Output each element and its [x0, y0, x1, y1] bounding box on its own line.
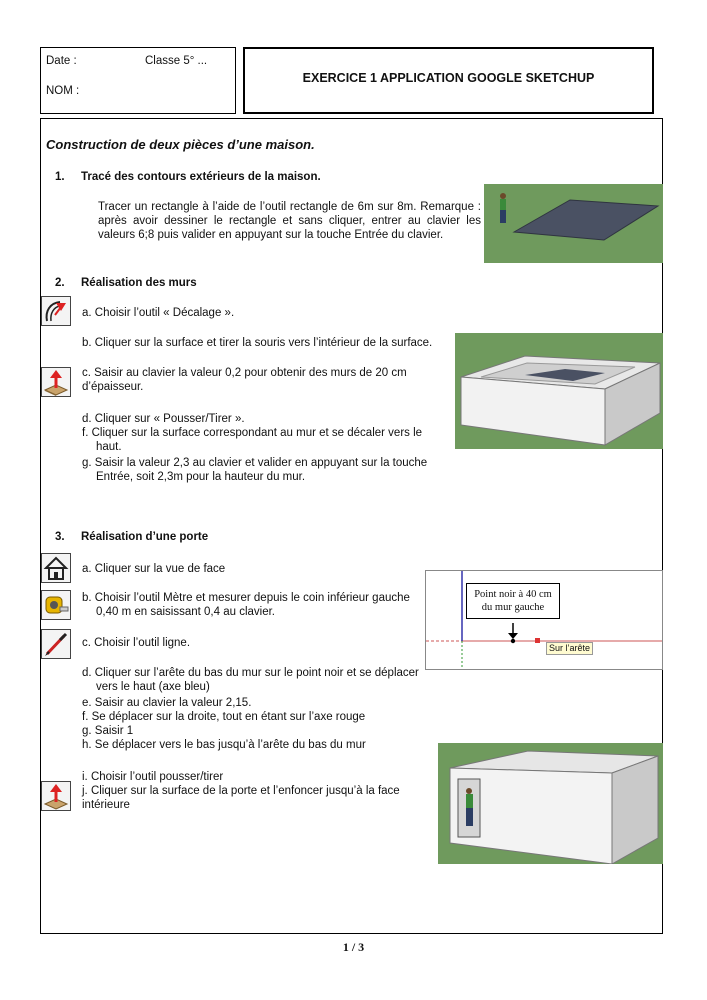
image-walls [455, 333, 663, 449]
image-rectangle [484, 184, 663, 263]
page-number: 1 / 3 [342, 940, 365, 954]
section-3-step-e: e. Saisir au clavier la valeur 2,15. [82, 697, 252, 709]
callout-line-2: du mur gauche [481, 602, 545, 613]
image-front-view [425, 570, 663, 670]
front-view-icon[interactable] [41, 553, 71, 583]
section-2-step-b: b. Cliquer sur la surface et tirer la souris vers l’intérieur de la surface. [82, 337, 433, 349]
section-3-step-a: a. Cliquer sur la vue de face [82, 563, 226, 575]
section-2-step-g: g. Saisir la valeur 2,3 au clavier et valider en appuyant sur la touche Entrée, soit 2,3m pour la hauteur du mur. [82, 457, 428, 483]
section-3-step-b: b. Choisir l’outil Mètre et mesurer depuis le coin inférieur gauche 0,40 m en saisissant 0,4 au clavier. [82, 592, 410, 618]
section-2-step-d: d. Cliquer sur « Pousser/Tirer ». [82, 413, 245, 425]
on-edge-tooltip: Sur l’arête [546, 642, 593, 655]
section-3-step-h: h. Se déplacer vers le bas jusqu’à l’arête du bas du mur [82, 739, 366, 751]
section-2-title: Réalisation des murs [81, 277, 197, 289]
section-3-step-j: j. Cliquer sur la surface de la porte et l’enfoncer jusqu’à la face intérieure [82, 785, 400, 811]
section-1-text: Tracer un rectangle à l’aide de l’outil rectangle de 6m sur 8m. Remarque : après avoir dessiner le rectangle et sans cliquer, entrer au clavier les valeurs 6;8 puis valider en appuyant sur la touche Entrée du clavier. [98, 201, 481, 241]
section-3-step-d: d. Cliquer sur l’arête du bas du mur sur le point noir et se déplacer vers le haut (axe bleu) [82, 667, 419, 693]
section-2-step-f: f. Cliquer sur la surface correspondant au mur et se décaler vers le haut. [82, 427, 423, 453]
image-door [438, 743, 663, 864]
offset-tool-icon[interactable] [41, 296, 71, 326]
section-1-title: Tracé des contours extérieurs de la maison. [81, 171, 321, 183]
line-tool-icon[interactable] [41, 629, 71, 659]
section-3-title: Réalisation d’une porte [81, 531, 209, 543]
tape-measure-tool-icon[interactable] [41, 590, 71, 620]
section-3-step-g: g. Saisir 1 [82, 725, 134, 737]
header-info-box [40, 47, 236, 114]
section-2-step-a: a. Choisir l’outil « Décalage ». [82, 307, 235, 319]
date-label: Date : [46, 55, 77, 67]
walls-illustration [455, 333, 663, 449]
section-1-number: 1. [55, 171, 65, 183]
callout-box [466, 583, 560, 619]
main-title: Construction de deux pièces d’une maison. [46, 137, 315, 152]
rectangle-illustration [484, 184, 663, 263]
section-2-number: 2. [55, 277, 65, 289]
section-2-step-c: c. Saisir au clavier la valeur 0,2 pour obtenir des murs de 20 cm d’épaisseur. [82, 367, 407, 393]
section-3-step-f: f. Se déplacer sur la droite, tout en étant sur l’axe rouge [82, 711, 366, 723]
push-pull-tool-icon[interactable] [41, 367, 71, 397]
page-title: EXERCICE 1 APPLICATION GOOGLE SKETCHUP [302, 71, 595, 85]
door-illustration [438, 743, 663, 864]
callout-line-1: Point noir à 40 cm [474, 589, 552, 600]
section-3-step-c: c. Choisir l’outil ligne. [82, 637, 191, 649]
push-pull-tool-icon-2[interactable] [41, 781, 71, 811]
header-title-box [243, 47, 654, 114]
section-3-number: 3. [55, 531, 65, 543]
classe-label: Classe 5° ... [145, 55, 208, 67]
section-3-step-i: i. Choisir l’outil pousser/tirer [82, 771, 224, 783]
nom-label: NOM : [46, 85, 80, 97]
